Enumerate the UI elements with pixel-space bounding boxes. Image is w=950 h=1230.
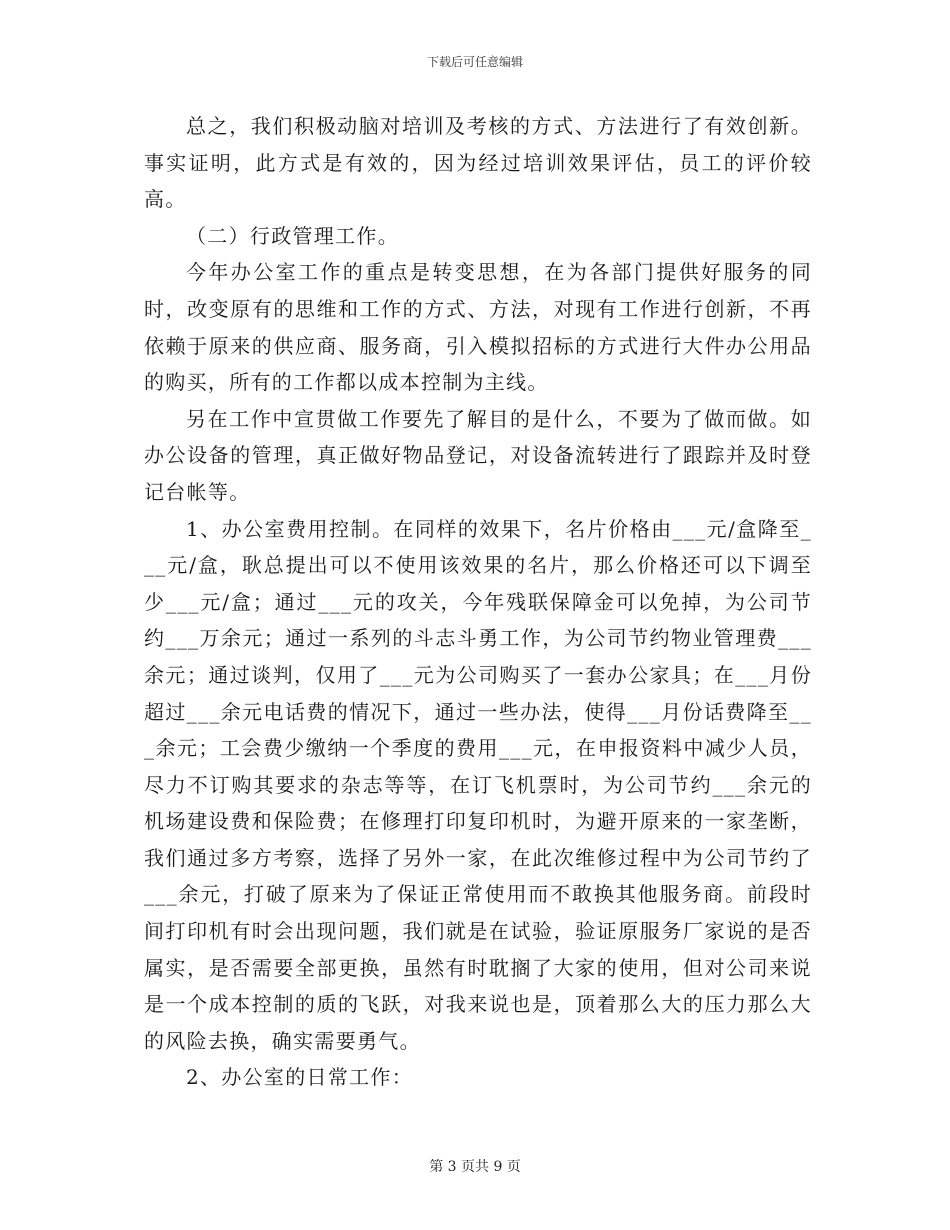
paragraph-daily-work: 2、办公室的日常工作：: [186, 1065, 414, 1090]
paragraph-office-focus: 今年办公室工作的重点是转变思想，在为各部门提供好服务的同时，改变原有的思维和工作的方式、方法，对现有工作进行创新，不再依赖于原来的供应商、服务商，引入模拟招标的方式进行大件办公用品的购买，所有的工作都以成本控制为主线。: [144, 260, 812, 395]
page-header: 下载后可任意编辑: [426, 55, 523, 69]
paragraph-cost-control: 1、办公室费用控制。在同样的效果下，名片价格由___元/盒降至___元/盒，耿总提出可以不使用该效果的名片，那么价格还可以下调至少___元/盒；通过___元的攻关，今年残联保障金可以免掉，为公司节约___万余元；通过一系列的斗志斗勇工作，为公司节约物业管理费___余元；通过谈判，仅用了___元为公司购买了一套办公家具；在___月份超过___余元电话费的情况下，通过一些办法，使得___月份话费降至___余元；工会费少缴纳一个季度的费用___元，在申报资料中减少人员，尽力不订购其要求的杂志等等，在订飞机票时，为公司节约___余元的机场建设费和保险费；在修理打印复印机时，为避开原来的一家垄断，我们通过多方考察，选择了另外一家，在此次维修过程中为公司节约了___余元，打破了原来为了保证正常使用而不敢换其他服务商。前段时间打印机有时会出现问题，我们就是在试验，验证原服务厂家说的是否属实，是否需要全部更换，虽然有时耽搁了大家的使用，但对公司来说是一个成本控制的质的飞跃，对我来说也是，顶着那么大的压力那么大的风险去换，确实需要勇气。: [144, 516, 812, 1053]
paragraph-summary: 总之，我们积极动脑对培训及考核的方式、方法进行了有效创新。事实证明，此方式是有效的，因为经过培训效果评估，员工的评价较高。: [144, 114, 812, 212]
section-heading-admin: （二）行政管理工作。: [186, 223, 399, 248]
document-body: [144, 108, 812, 1096]
paragraph-equipment: 另在工作中宣贯做工作要先了解目的是什么，不要为了做而做。如办公设备的管理，真正做好物品登记，对设备流转进行了跟踪并及时登记台帐等。: [144, 406, 812, 504]
page-number: 第 3 页共 9 页: [429, 1159, 521, 1175]
